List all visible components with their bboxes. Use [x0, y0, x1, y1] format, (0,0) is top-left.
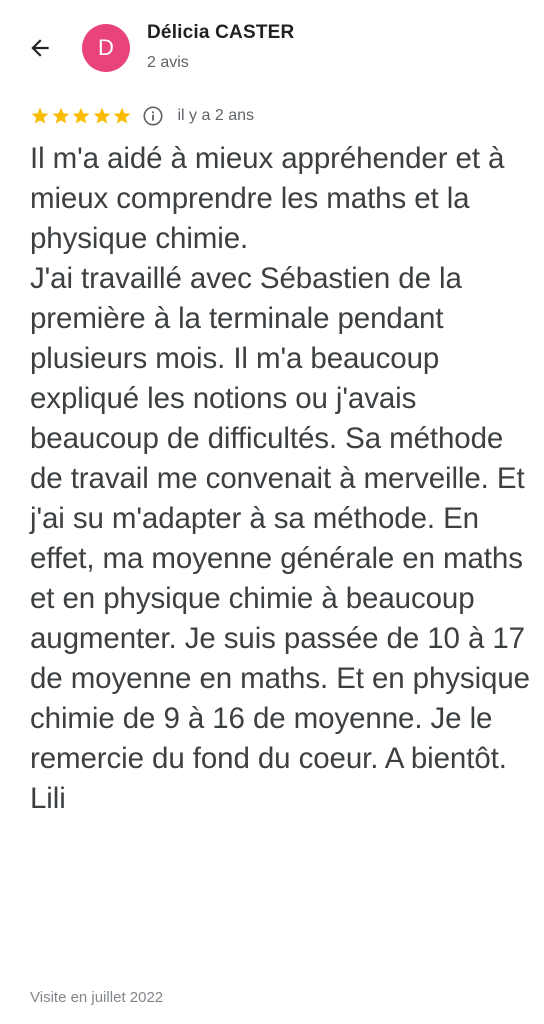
star-icon — [92, 106, 112, 126]
avatar[interactable] — [82, 24, 130, 72]
avatar-initial: D — [98, 35, 114, 60]
review-time-ago: il y a 2 ans — [177, 107, 254, 124]
star-icon — [30, 106, 50, 126]
star-icon — [71, 106, 91, 126]
review-meta-row — [30, 103, 254, 129]
review-text: Il m'a aidé à mieux appréhender et à mieux comprendre les maths et la physique chimie. J'ai travaillé avec Sébastien de la première à la terminale pendant plusieurs mois. Il m'a beaucoup expliqué les notions ou j'avais beaucoup de difficultés. Sa méthode de travail me convenait à merveille. Et j'ai su m'adapter à sa méthode. En effet, ma moyenne générale en maths et en physique chimie à beaucoup augmenter. Je suis passée de 10 à 17 de moyenne en maths. Et en physique chimie de 9 à 16 de moyenne. Je le remercie du fond du coeur. A bientôt. Lili — [30, 142, 530, 815]
review-header — [0, 0, 544, 96]
visit-date: Visite en juillet 2022 — [30, 989, 164, 1006]
star-icon — [51, 106, 71, 126]
info-icon[interactable] — [142, 105, 164, 127]
star-rating — [30, 106, 133, 126]
author-name[interactable]: Délicia CASTER — [147, 22, 295, 43]
arrow-back-icon — [27, 35, 53, 61]
star-icon — [112, 106, 132, 126]
review-count: 2 avis — [147, 54, 189, 71]
back-button[interactable] — [22, 30, 58, 66]
